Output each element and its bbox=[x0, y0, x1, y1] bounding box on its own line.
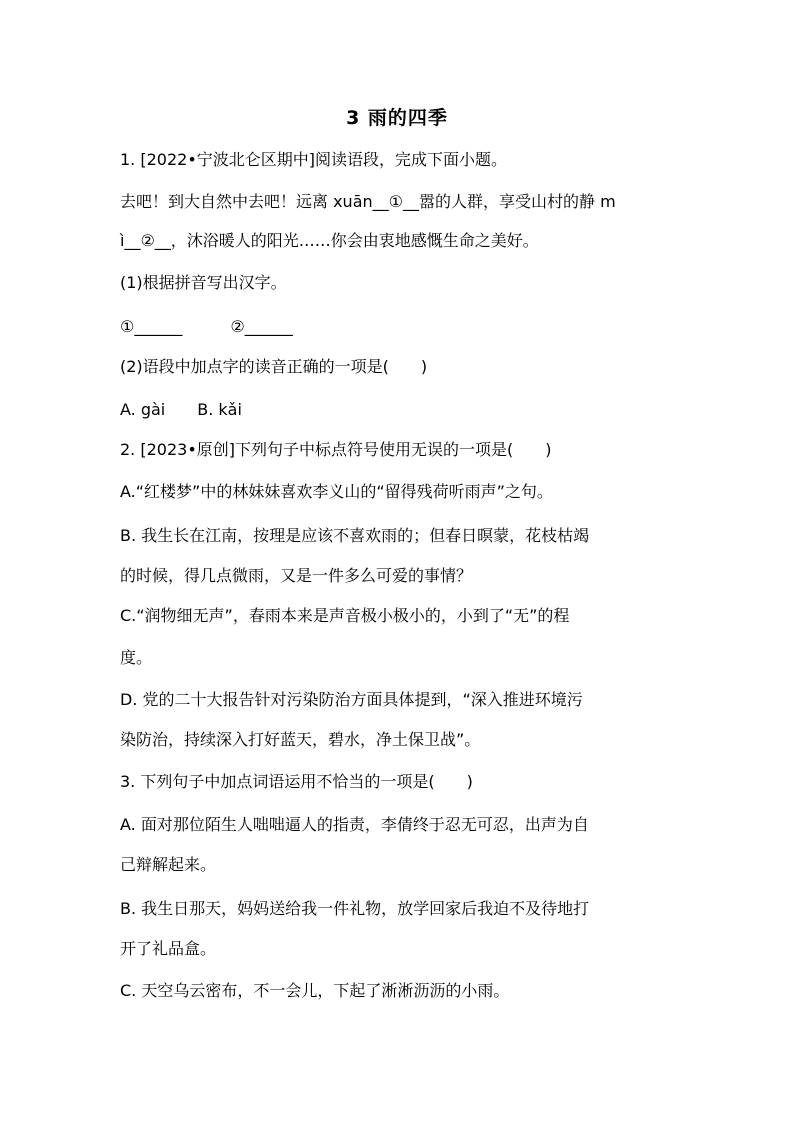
q1-answer-1: ①______ bbox=[120, 317, 183, 336]
q3-option-a-line-1: A. 面对那位陌生人咄咄逼人的指责，李倩终于忍无可忍，出声为自 bbox=[120, 815, 589, 834]
q1-blank-2: __②__ bbox=[124, 231, 171, 250]
q3-option-a-line-2: 己辩解起来。 bbox=[120, 855, 217, 874]
q1-sub1: (1)根据拼音写出汉字。 bbox=[120, 273, 287, 292]
q1-blank-1: __①__ bbox=[372, 192, 419, 211]
q3-header: 3. 下列句子中加点词语运用不恰当的一项是( ) bbox=[120, 772, 473, 791]
q2-option-c-line-1: C.“润物细无声”，春雨本来是声音极小极小的，小到了“无”的程 bbox=[120, 606, 570, 625]
q2-option-d-line-2: 染防治，持续深入打好蓝天，碧水，净土保卫战”。 bbox=[120, 730, 481, 749]
q3-option-c: C. 天空乌云密布，不一会儿，下起了淅淅沥沥的小雨。 bbox=[120, 981, 510, 1000]
q1-passage-text: ì bbox=[120, 231, 125, 250]
q2-option-d-line-1: D. 党的二十大报告针对污染防治方面具体提到，“深入推进环境污 bbox=[120, 690, 583, 709]
q1-passage-text: 去吧！到大自然中去吧！远离 xuān bbox=[120, 192, 373, 211]
q1-passage-text: 嚣的人群，享受山村的静 m bbox=[419, 192, 616, 211]
q2-option-c-line-2: 度。 bbox=[120, 648, 153, 667]
q2-option-a: A.“红楼梦”中的林妹妹喜欢李义山的“留得残荷听雨声”之句。 bbox=[120, 482, 553, 501]
q1-answer-blanks bbox=[120, 317, 680, 337]
page-title: 3 雨的四季 bbox=[346, 107, 448, 129]
q1-passage-line-2 bbox=[120, 231, 680, 251]
q3-option-b-line-1: B. 我生日那天，妈妈送给我一件礼物，放学回家后我迫不及待地打 bbox=[120, 899, 590, 918]
q2-header: 2. [2023•原创]下列句子中标点符号使用无误的一项是( ) bbox=[120, 440, 552, 459]
q3-option-b-line-2: 开了礼品盒。 bbox=[120, 939, 217, 958]
q2-option-b-line-2: 的时候，得几点微雨，又是一件多么可爱的事情？ bbox=[120, 566, 473, 585]
q1-passage-line-1 bbox=[120, 192, 680, 212]
q1-sub2: (2)语段中加点字的读音正确的一项是( ) bbox=[120, 357, 428, 376]
q1-options: A. gài B. kǎi bbox=[120, 400, 242, 419]
q1-header: 1. [2022•宁波北仑区期中]阅读语段，完成下面小题。 bbox=[120, 150, 507, 169]
q2-option-b-line-1: B. 我生长在江南，按理是应该不喜欢雨的；但春日暝蒙，花枝枯竭 bbox=[120, 526, 590, 545]
q1-answer-2: ②______ bbox=[230, 317, 293, 336]
q1-passage-text: ，沐浴暖人的阳光……你会由衷地感慨生命之美好。 bbox=[170, 231, 539, 250]
